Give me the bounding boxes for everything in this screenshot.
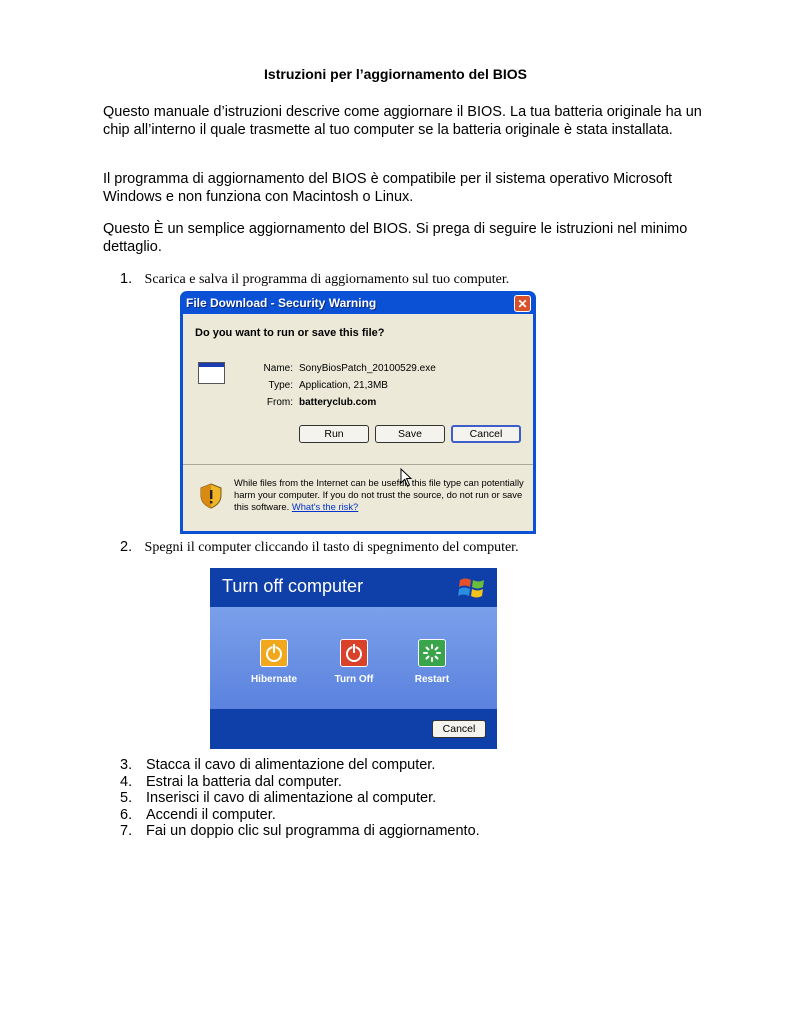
name-value: SonyBiosPatch_20100529.exe bbox=[299, 363, 436, 374]
from-label: From: bbox=[266, 397, 293, 408]
security-warning-text bbox=[234, 477, 524, 513]
compatibility-paragraph: Il programma di aggiornamento del BIOS è compatibile per il sistema operativo Microsoft Windows e non funziona con Macintosh o Linux. bbox=[103, 171, 672, 205]
from-value: batteryclub.com bbox=[299, 397, 377, 408]
power-icon bbox=[341, 640, 367, 666]
file-details bbox=[259, 360, 436, 411]
dialog-body bbox=[183, 314, 533, 531]
list-item bbox=[120, 757, 480, 774]
type-value: Application, 21,3MB bbox=[299, 380, 388, 391]
dialog-header bbox=[210, 568, 497, 607]
close-icon[interactable]: ✕ bbox=[514, 295, 531, 312]
list-item bbox=[120, 790, 480, 807]
steps-list bbox=[120, 757, 480, 840]
hibernate-label: Hibernate bbox=[250, 674, 298, 685]
save-button[interactable]: Save bbox=[375, 425, 445, 443]
shield-warning-icon bbox=[200, 483, 222, 509]
run-button[interactable]: Run bbox=[299, 425, 369, 443]
instructions-paragraph: Questo È un semplice aggiornamento del BIOS. Si prega di seguire le istruzioni nel minimo dettaglio. bbox=[103, 221, 688, 255]
list-item bbox=[120, 774, 480, 791]
step-number: 5. bbox=[120, 790, 133, 806]
file-download-dialog bbox=[180, 291, 536, 534]
step-number: 1. bbox=[120, 271, 133, 287]
cancel-button[interactable]: Cancel bbox=[451, 425, 521, 443]
restart-icon bbox=[419, 640, 445, 666]
step-text: Accendi il computer. bbox=[146, 806, 276, 823]
list-item bbox=[120, 807, 480, 824]
warning-body: While files from the Internet can be useful, this file type can potentially harm your computer. If you do not trust the source, do not run or save this software. bbox=[234, 477, 524, 512]
name-label: Name: bbox=[263, 363, 293, 374]
intro-paragraph: Questo manuale d’istruzioni descrive come aggiornare il BIOS. La tua batteria originale ha un chip all’interno il quale trasmette al tuo computer se la batteria originale è stata installata. bbox=[103, 104, 702, 138]
windows-logo-icon bbox=[457, 573, 487, 603]
step-number: 2. bbox=[120, 539, 133, 555]
turn-off-label: Turn Off bbox=[334, 674, 374, 685]
step-text: Estrai la batteria dal computer. bbox=[146, 773, 342, 790]
dialog-question: Do you want to run or save this file? bbox=[195, 327, 385, 339]
divider bbox=[183, 464, 533, 465]
list-item bbox=[120, 823, 480, 840]
hibernate-button[interactable] bbox=[260, 639, 288, 667]
step-text: Inserisci il cavo di alimentazione al computer. bbox=[146, 790, 437, 806]
risk-link[interactable]: What's the risk? bbox=[291, 501, 359, 512]
step-1 bbox=[120, 270, 509, 288]
document-title: Istruzioni per l’aggiornamento del BIOS bbox=[264, 66, 527, 82]
restart-label: Restart bbox=[414, 674, 450, 685]
step-text: Spegni il computer cliccando il tasto di spegnimento del computer. bbox=[144, 540, 519, 555]
step-2 bbox=[120, 538, 519, 556]
application-file-icon bbox=[198, 362, 225, 384]
turn-off-button[interactable] bbox=[340, 639, 368, 667]
step-number: 6. bbox=[120, 806, 133, 823]
type-label: Type: bbox=[268, 380, 293, 391]
power-icon bbox=[261, 640, 287, 666]
step-text: Fai un doppio clic sul programma di aggiornamento. bbox=[146, 823, 480, 839]
restart-button[interactable] bbox=[418, 639, 446, 667]
dialog-title: File Download - Security Warning bbox=[186, 296, 377, 310]
turn-off-computer-dialog bbox=[210, 568, 497, 749]
step-number: 3. bbox=[120, 757, 133, 773]
dialog-footer bbox=[210, 709, 497, 749]
dialog-options bbox=[210, 607, 497, 709]
cancel-button[interactable]: Cancel bbox=[432, 720, 486, 738]
dialog-title: Turn off computer bbox=[222, 576, 364, 596]
step-number: 4. bbox=[120, 773, 133, 790]
step-text: Scarica e salva il programma di aggiornamento sul tuo computer. bbox=[144, 272, 510, 287]
step-text: Stacca il cavo di alimentazione del computer. bbox=[146, 757, 436, 773]
step-number: 7. bbox=[120, 823, 133, 839]
